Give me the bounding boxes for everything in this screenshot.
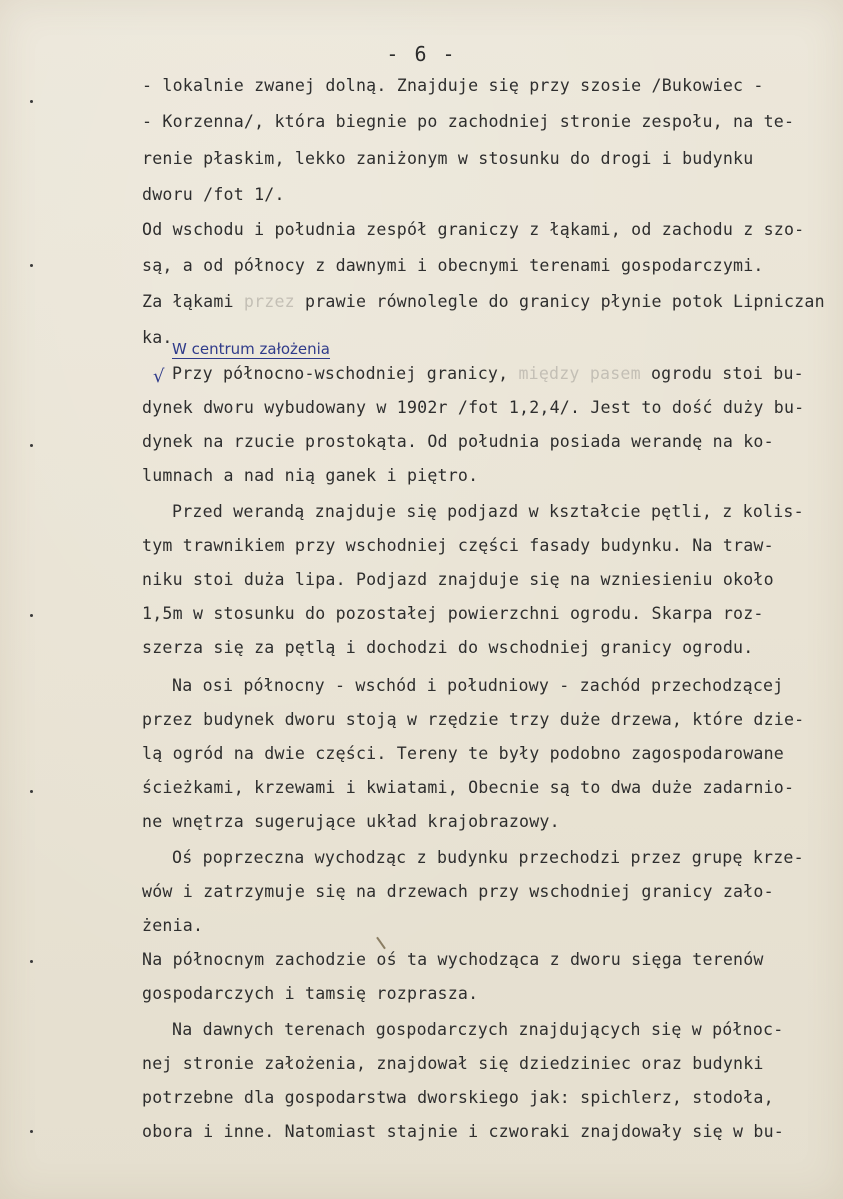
text-line — [142, 536, 774, 555]
line-text: niku stoi duża lipa. Podjazd znajduje się na wzniesieniu około — [142, 570, 774, 589]
text-line — [142, 1054, 764, 1073]
text-line — [142, 328, 173, 347]
margin-mark-icon — [30, 790, 33, 793]
line-text: Od wschodu i południa zespół graniczy z łąkami, od zachodu z szo- — [142, 220, 805, 239]
text-line — [142, 112, 794, 131]
line-text: - Korzenna/, która biegnie po zachodniej stronie zespołu, na te- — [142, 112, 795, 131]
line-text: lą ogród na dwie części. Tereny te były podobno zagospodarowane — [142, 744, 784, 763]
margin-mark-icon — [30, 100, 33, 103]
line-text: ogrodu stoi bu- — [640, 364, 804, 383]
text-line — [142, 984, 478, 1003]
line-text: tym trawnikiem przy wschodniej części fasady budynku. Na traw- — [142, 536, 774, 555]
text-line — [142, 256, 764, 275]
line-text: 1,5m w stosunku do pozostałej powierzchni ogrodu. Skarpa roz- — [142, 604, 764, 623]
text-line — [142, 570, 774, 589]
text-line — [142, 292, 825, 311]
line-text: lumnach a nad nią ganek i piętro. — [142, 466, 479, 485]
text-line — [142, 710, 804, 729]
line-text: Za łąkami — [142, 292, 244, 311]
line-text: obora i inne. Natomiast stajnie i czworaki znajdowały się w bu- — [142, 1122, 784, 1141]
line-text: prawie równolegle do granicy płynie potok Lipniczan — [294, 292, 825, 311]
line-text: nej stronie założenia, znajdował się dziedziniec oraz budynki — [142, 1054, 764, 1073]
margin-mark-icon — [30, 444, 33, 447]
page-number: - 6 - — [386, 42, 457, 66]
margin-mark-icon — [30, 264, 33, 267]
text-line — [142, 812, 560, 831]
line-text: szerza się za pętlą i dochodzi do wschodniej granicy ogrodu. — [142, 638, 754, 657]
line-text: potrzebne dla gospodarstwa dworskiego jak: spichlerz, stodoła, — [142, 1088, 774, 1107]
insert-caret-icon: √ — [153, 366, 165, 387]
text-line — [172, 502, 804, 521]
line-text: Na dawnych terenach gospodarczych znajdujących się w północ- — [172, 1020, 784, 1039]
line-text: wów i zatrzymuje się na drzewach przy wschodniej granicy zało- — [142, 882, 774, 901]
text-line — [142, 149, 753, 168]
text-line — [142, 185, 285, 204]
text-line — [142, 744, 784, 763]
line-text: Przed werandą znajduje się podjazd w kształcie pętli, z kolis- — [172, 502, 804, 521]
line-text: Oś poprzeczna wychodząc z budynku przechodzi przez grupę krze- — [172, 848, 804, 867]
text-line — [172, 676, 783, 695]
text-line — [142, 916, 203, 935]
line-text: ścieżkami, krzewami i kwiatami, Obecnie są to dwa duże zadarnio- — [142, 778, 795, 797]
line-text: ne wnętrza sugerujące układ krajobrazowy. — [142, 812, 560, 831]
text-line — [142, 604, 764, 623]
line-text: dworu /fot 1/. — [142, 185, 285, 204]
text-line — [172, 848, 804, 867]
margin-mark-icon — [30, 960, 33, 963]
line-text: dynek dworu wybudowany w 1902r /fot 1,2,4/. Jest to dość duży bu- — [142, 398, 805, 417]
text-line — [142, 1122, 784, 1141]
line-text: dynek na rzucie prostokąta. Od południa posiada werandę na ko- — [142, 432, 774, 451]
line-text: ka. — [142, 328, 173, 347]
line-text: renie płaskim, lekko zaniżonym w stosunku do drogi i budynku — [142, 149, 754, 168]
line-text: Przy północno-wschodniej granicy, — [172, 364, 519, 383]
pencil-mark-icon — [376, 937, 386, 950]
line-text: przez budynek dworu stoją w rzędzie trzy duże drzewa, które dzie- — [142, 710, 805, 729]
erased-text: przez — [243, 292, 295, 311]
margin-mark-icon — [30, 614, 33, 617]
text-line — [142, 950, 764, 969]
text-line — [142, 466, 478, 485]
text-line — [142, 76, 764, 95]
line-text: - lokalnie zwanej dolną. Znajduje się przy szosie /Bukowiec - — [142, 76, 764, 95]
text-line — [142, 882, 774, 901]
line-text: gospodarczych i tamsię rozprasza. — [142, 984, 479, 1003]
erased-text: między pasem — [518, 364, 641, 383]
text-line — [142, 638, 753, 657]
line-text: są, a od północy z dawnymi i obecnymi terenami gospodarczymi. — [142, 256, 764, 275]
text-line — [142, 398, 804, 417]
handwritten-insert: W centrum założenia — [172, 340, 330, 358]
text-line — [142, 220, 804, 239]
line-text: Na północnym zachodzie oś ta wychodząca z dworu sięga terenów — [142, 950, 764, 969]
line-text: Na osi północny - wschód i południowy - zachód przechodzącej — [172, 676, 784, 695]
text-line — [142, 432, 774, 451]
text-line — [172, 364, 804, 383]
text-line — [142, 1088, 774, 1107]
text-line — [142, 778, 794, 797]
text-line — [172, 1020, 783, 1039]
line-text: żenia. — [142, 916, 204, 935]
margin-mark-icon — [30, 1130, 33, 1133]
